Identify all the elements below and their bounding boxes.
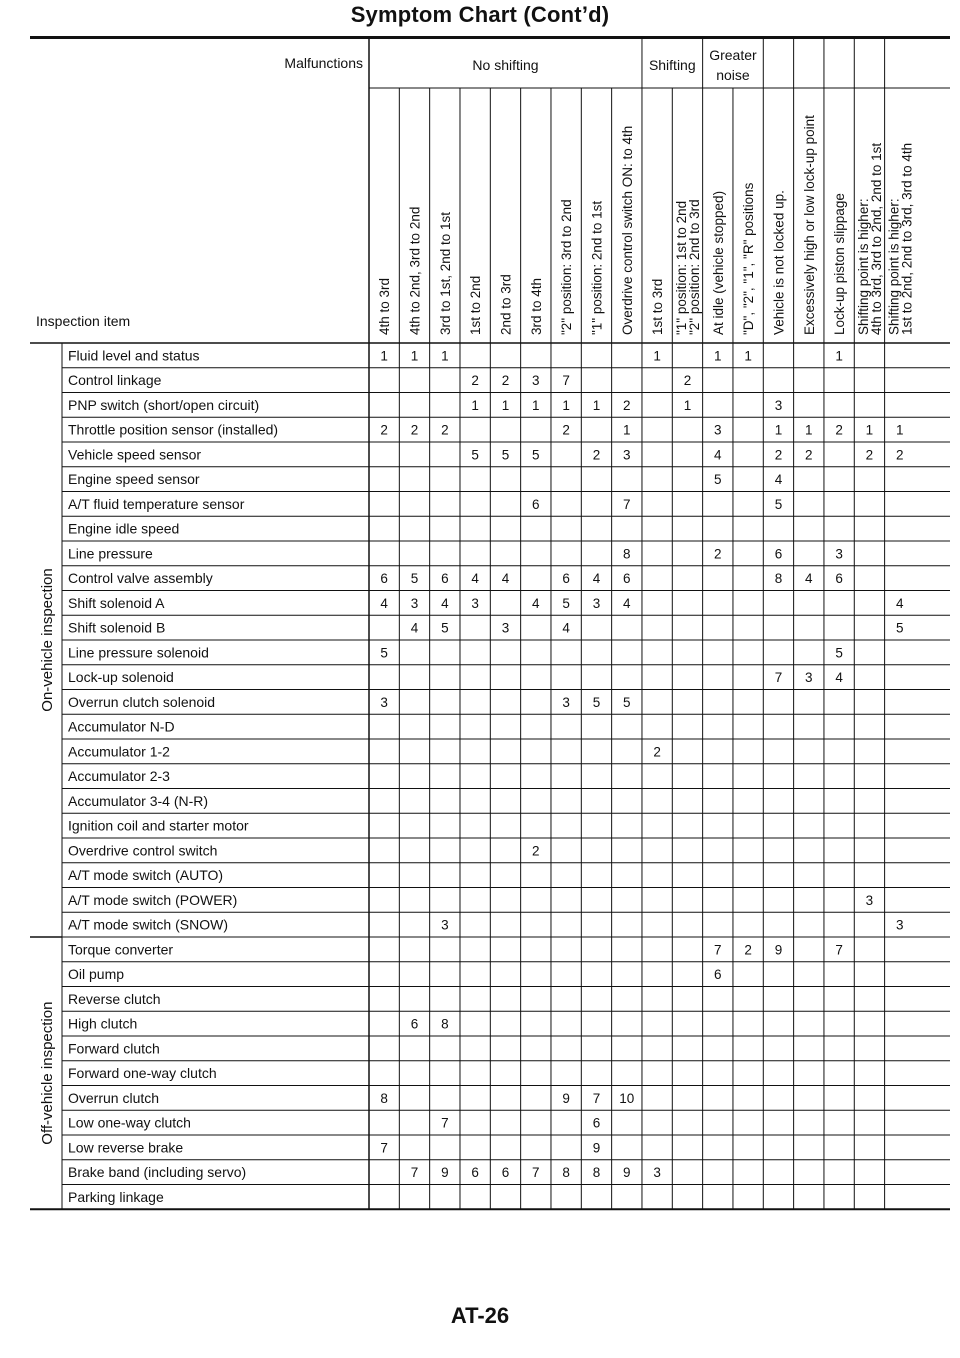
priority-value: 9 <box>623 1165 631 1181</box>
priority-value: 7 <box>592 1090 601 1106</box>
priority-value: 7 <box>441 1115 449 1131</box>
column-header-label: Shifting point is higher: <box>886 198 902 335</box>
priority-value: 4 <box>562 620 570 636</box>
priority-value: 7 <box>714 942 722 958</box>
priority-value: 6 <box>623 571 631 587</box>
inspection-item: PNP switch (short/open circuit) <box>68 396 260 413</box>
section-label: On-vehicle inspection <box>39 568 56 712</box>
column-header-label: 3rd to 1st, 2nd to 1st <box>437 211 453 335</box>
inspection-item: Control valve assembly <box>68 570 213 587</box>
column-header-label: 4th to 2nd, 3rd to 2nd <box>407 206 423 335</box>
column-header-label: 1st to 3rd <box>650 278 666 335</box>
priority-value: 3 <box>380 694 388 710</box>
priority-value: 6 <box>714 967 722 983</box>
priority-value: 4 <box>835 670 843 686</box>
priority-value: 1 <box>744 348 752 364</box>
priority-value: 5 <box>410 571 419 587</box>
column-header-label: "1" position: 1st to 2nd <box>673 200 689 335</box>
priority-value: 1 <box>865 422 874 438</box>
priority-value: 2 <box>471 373 479 389</box>
column-header-label: "D", "2", "1", "R" positions <box>741 182 757 335</box>
inspection-item: Fluid level and status <box>68 347 200 364</box>
priority-value: 3 <box>441 917 449 933</box>
priority-value: 3 <box>653 1165 661 1181</box>
priority-value: 2 <box>653 744 661 760</box>
priority-value: 2 <box>441 422 449 438</box>
priority-value: 9 <box>774 942 783 958</box>
priority-value: 3 <box>865 892 874 908</box>
priority-value: 7 <box>774 670 783 686</box>
malfunctions-label: Malfunctions <box>284 55 363 71</box>
inspection-item: Shift solenoid A <box>68 594 165 611</box>
inspection-item: Forward clutch <box>68 1040 160 1057</box>
inspection-item: Accumulator 2-3 <box>68 768 170 785</box>
inspection-item: Overrun clutch solenoid <box>68 693 216 710</box>
priority-value: 7 <box>380 1140 388 1156</box>
priority-value: 1 <box>501 397 510 413</box>
priority-value: 2 <box>835 422 843 438</box>
priority-value: 1 <box>835 348 843 364</box>
priority-value: 6 <box>774 546 783 562</box>
priority-value: 3 <box>896 917 904 933</box>
inspection-item: Low one-way clutch <box>68 1114 191 1131</box>
priority-value: 8 <box>380 1090 388 1106</box>
priority-value: 8 <box>441 1016 449 1032</box>
priority-value: 1 <box>653 348 661 364</box>
priority-value: 5 <box>774 496 783 512</box>
inspection-item: Accumulator 1-2 <box>68 743 170 760</box>
priority-value: 1 <box>532 397 540 413</box>
column-header-label: "2" position: 2nd to 3rd <box>686 199 702 335</box>
inspection-item: Shift solenoid B <box>68 619 166 636</box>
inspection-item: A/T mode switch (POWER) <box>68 891 238 908</box>
priority-value: 9 <box>441 1165 449 1181</box>
priority-value: 5 <box>714 472 722 488</box>
priority-value: 2 <box>562 422 570 438</box>
inspection-item: Torque converter <box>68 941 174 958</box>
priority-value: 5 <box>441 620 449 636</box>
inspection-item: Ignition coil and starter motor <box>68 817 249 834</box>
column-header-label: 3rd to 4th <box>528 277 544 335</box>
group-header-label: No shifting <box>472 57 539 73</box>
inspection-item: Reverse clutch <box>68 990 161 1007</box>
priority-value: 1 <box>410 348 419 364</box>
priority-value: 5 <box>623 694 631 710</box>
priority-value: 1 <box>562 397 570 413</box>
priority-value: 5 <box>562 595 570 611</box>
priority-value: 4 <box>623 595 631 611</box>
priority-value: 4 <box>714 447 722 463</box>
column-header-label: "2" position: 3rd to 2nd <box>559 199 575 335</box>
priority-value: 4 <box>532 595 540 611</box>
inspection-item: Vehicle speed sensor <box>68 446 202 463</box>
column-header-label: 4th to 3rd, 3rd to 2nd, 2nd to 1st <box>868 142 884 335</box>
inspection-item: Control linkage <box>68 372 162 389</box>
priority-value: 9 <box>592 1140 601 1156</box>
priority-value: 4 <box>805 571 813 587</box>
inspection-item: Throttle position sensor (installed) <box>68 421 279 438</box>
inspection-item: Low reverse brake <box>68 1139 184 1156</box>
inspection-item: Accumulator N-D <box>68 718 175 735</box>
priority-value: 8 <box>774 571 783 587</box>
priority-value: 8 <box>562 1165 570 1181</box>
priority-value: 2 <box>714 546 722 562</box>
priority-value: 4 <box>774 472 783 488</box>
column-header-label: 1st to 2nd <box>468 275 484 335</box>
inspection-item: Line pressure solenoid <box>68 644 209 661</box>
priority-value: 6 <box>592 1115 601 1131</box>
priority-value: 5 <box>380 645 388 661</box>
priority-value: 7 <box>410 1165 419 1181</box>
priority-value: 5 <box>896 620 904 636</box>
priority-value: 6 <box>410 1016 419 1032</box>
inspection-item: A/T mode switch (AUTO) <box>68 867 224 884</box>
inspection-item: Overdrive control switch <box>68 842 218 859</box>
page-number: AT-26 <box>450 1303 510 1328</box>
inspection-item: A/T fluid temperature sensor <box>68 495 245 512</box>
priority-value: 1 <box>623 422 631 438</box>
priority-value: 1 <box>683 397 692 413</box>
priority-value: 2 <box>896 447 904 463</box>
priority-value: 7 <box>562 373 570 389</box>
column-header-label: Vehicle is not locked up. <box>771 190 787 335</box>
priority-value: 6 <box>835 571 843 587</box>
column-header-label: 4th to 3rd <box>377 277 393 335</box>
priority-value: 2 <box>683 373 692 389</box>
priority-value: 3 <box>532 373 540 389</box>
inspection-item-label: Inspection item <box>36 313 131 329</box>
group-header-label: Shifting <box>648 57 696 73</box>
inspection-item: Forward one-way clutch <box>68 1065 217 1082</box>
priority-value: 4 <box>471 571 479 587</box>
priority-value: 3 <box>623 447 631 463</box>
column-header-label: Shifting point is higher: <box>855 198 871 335</box>
section-label: Off-vehicle inspection <box>39 1001 56 1145</box>
column-header-label: "1" position: 2nd to 1st <box>589 200 605 335</box>
priority-value: 5 <box>471 447 479 463</box>
priority-value: 4 <box>501 571 510 587</box>
priority-value: 1 <box>714 348 722 364</box>
priority-value: 2 <box>623 397 631 413</box>
column-header-label: At idle (vehicle stopped) <box>710 190 726 335</box>
inspection-item: Oil pump <box>68 966 125 983</box>
priority-value: 6 <box>471 1165 479 1181</box>
page-title: Symptom Chart (Cont’d) <box>350 2 610 27</box>
column-header-label: Lock-up piston slippage <box>832 193 848 335</box>
priority-value: 1 <box>471 397 479 413</box>
column-header-label: Excessively high or low lock-up point <box>801 115 817 335</box>
inspection-item: Line pressure <box>68 545 153 562</box>
priority-value: 6 <box>501 1165 510 1181</box>
priority-value: 4 <box>410 620 419 636</box>
priority-value: 5 <box>835 645 843 661</box>
priority-value: 5 <box>532 447 540 463</box>
column-header-label: Overdrive control switch ON: to 4th <box>619 125 635 335</box>
inspection-item: Parking linkage <box>68 1188 164 1205</box>
priority-value: 7 <box>532 1165 540 1181</box>
priority-value: 3 <box>471 595 479 611</box>
priority-value: 2 <box>774 447 783 463</box>
priority-value: 2 <box>532 843 540 859</box>
priority-value: 2 <box>592 447 601 463</box>
priority-value: 4 <box>380 595 388 611</box>
column-header-label: 2nd to 3rd <box>498 274 514 335</box>
priority-value: 1 <box>774 422 783 438</box>
priority-value: 3 <box>592 595 601 611</box>
priority-value: 4 <box>441 595 449 611</box>
inspection-item: Overrun clutch <box>68 1089 160 1106</box>
priority-value: 5 <box>592 694 601 710</box>
priority-value: 2 <box>744 942 752 958</box>
priority-value: 2 <box>410 422 419 438</box>
priority-value: 1 <box>380 348 388 364</box>
priority-value: 2 <box>805 447 813 463</box>
priority-value: 3 <box>835 546 843 562</box>
inspection-item: High clutch <box>68 1015 138 1032</box>
priority-value: 9 <box>562 1090 570 1106</box>
priority-value: 3 <box>714 422 722 438</box>
priority-value: 2 <box>380 422 388 438</box>
priority-value: 1 <box>441 348 449 364</box>
table-text <box>36 47 914 1205</box>
inspection-item: Lock-up solenoid <box>68 669 174 686</box>
priority-value: 3 <box>562 694 570 710</box>
priority-value: 1 <box>896 422 904 438</box>
priority-value: 1 <box>805 422 813 438</box>
priority-value: 5 <box>501 447 510 463</box>
inspection-item: Engine idle speed <box>68 520 180 537</box>
group-header-label: Greater <box>709 47 757 63</box>
priority-value: 3 <box>501 620 510 636</box>
priority-value: 6 <box>380 571 388 587</box>
priority-value: 7 <box>835 942 843 958</box>
priority-value: 2 <box>865 447 874 463</box>
inspection-item: Brake band (including servo) <box>68 1164 247 1181</box>
priority-value: 6 <box>441 571 449 587</box>
priority-value: 8 <box>623 546 631 562</box>
column-header-label: 1st to 2nd, 2nd to 3rd, 3rd to 4th <box>899 142 915 335</box>
priority-value: 7 <box>623 496 631 512</box>
inspection-item: Engine speed sensor <box>68 471 200 488</box>
priority-value: 6 <box>532 496 540 512</box>
priority-value: 8 <box>592 1165 601 1181</box>
group-header-label: noise <box>716 67 750 83</box>
inspection-item: Accumulator 3-4 (N-R) <box>68 792 209 809</box>
inspection-item: A/T mode switch (SNOW) <box>68 916 228 933</box>
priority-value: 3 <box>805 670 813 686</box>
priority-value: 6 <box>562 571 570 587</box>
priority-value: 10 <box>619 1090 635 1106</box>
priority-value: 1 <box>592 397 601 413</box>
priority-value: 3 <box>774 397 783 413</box>
priority-value: 4 <box>896 595 904 611</box>
priority-value: 3 <box>410 595 419 611</box>
priority-value: 4 <box>592 571 601 587</box>
priority-value: 2 <box>501 373 510 389</box>
